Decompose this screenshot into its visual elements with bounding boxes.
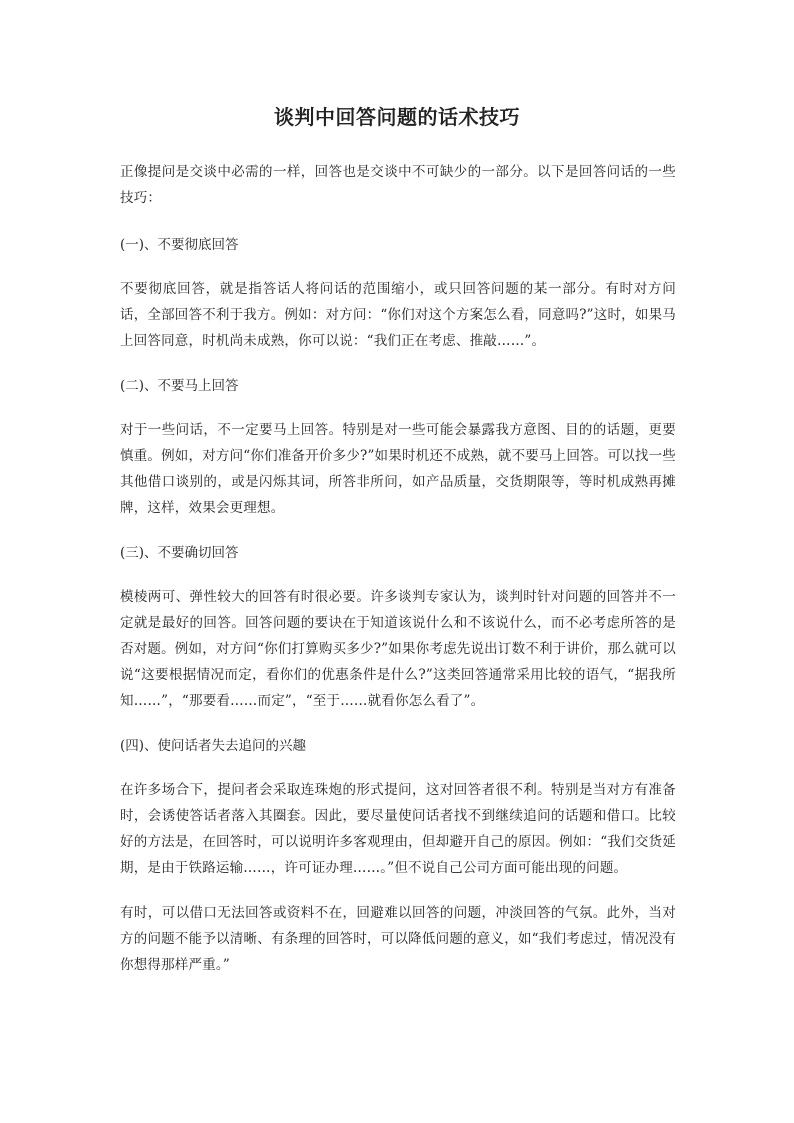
section-4-paragraph-1: 在许多场合下，提问者会采取连珠炮的形式提问，这对回答者很不利。特别是当对方有准备时，会诱使答话者落入其圈套。因此，要尽量使问话者找不到继续追问的话题和借口。比较好的方法是，在回答时，可以说明许多客观理由，但却避开自己的原因。例如：“我们交货延期，是由于铁路运输……，许可证办理……。”但不说自己公司方面可能出现的问题。	[120, 782, 676, 876]
document-body	[120, 159, 676, 978]
section-heading-1: (一)、不要彻底回答	[120, 237, 239, 253]
section-2-paragraph: 对于一些问话，不一定要马上回答。特别是对一些可能会暴露我方意图、目的的话题，更要慎重。例如，对方问“你们准备开价多少?”如果时机还不成熟，就不要马上回答。可以找一些其他借口谈别的，或是闪烁其词，所答非所问，如产品质量，交货期限等，等时机成熟再摊牌，这样，效果会更理想。	[120, 422, 676, 516]
document-title: 谈判中回答问题的话术技巧	[274, 105, 520, 129]
section-4-paragraph-2: 有时，可以借口无法回答或资料不在，回避难以回答的问题，冲淡回答的气氛。此外，当对方的问题不能予以清晰、有条理的回答时，可以降低问题的意义，如“我们考虑过，情况没有你想得那样严重。”	[120, 905, 676, 973]
section-heading-4: (四)、使问话者失去追问的兴趣	[120, 738, 307, 754]
section-heading-3: (三)、不要确切回答	[120, 545, 239, 561]
section-heading-2: (二)、不要马上回答	[120, 378, 239, 394]
intro-paragraph: 正像提问是交谈中必需的一样，回答也是交谈中不可缺少的一部分。以下是回答问话的一些技巧：	[120, 164, 676, 206]
section-3-paragraph: 模棱两可、弹性较大的回答有时很必要。许多谈判专家认为，谈判时针对问题的回答并不一定就是最好的回答。回答问题的要诀在于知道该说什么和不该说什么，而不必考虑所答的是否对题。例如，对方问“你们打算购买多少?”如果你考虑先说出订数不利于讲价，那么就可以说“这要根据情况而定，看你们的优惠条件是什么?”这类回答通常采用比较的语气，“据我所知……”，“那要看……而定”，“至于……就看你怎么看了”。	[120, 589, 676, 709]
section-1-paragraph: 不要彻底回答，就是指答话人将问话的范围缩小，或只回答问题的某一部分。有时对方问话，全部回答不利于我方。例如：对方问：“你们对这个方案怎么看，同意吗?”这时，如果马上回答同意，时机尚未成熟，你可以说：“我们正在考虑、推敲……”。	[120, 281, 676, 349]
